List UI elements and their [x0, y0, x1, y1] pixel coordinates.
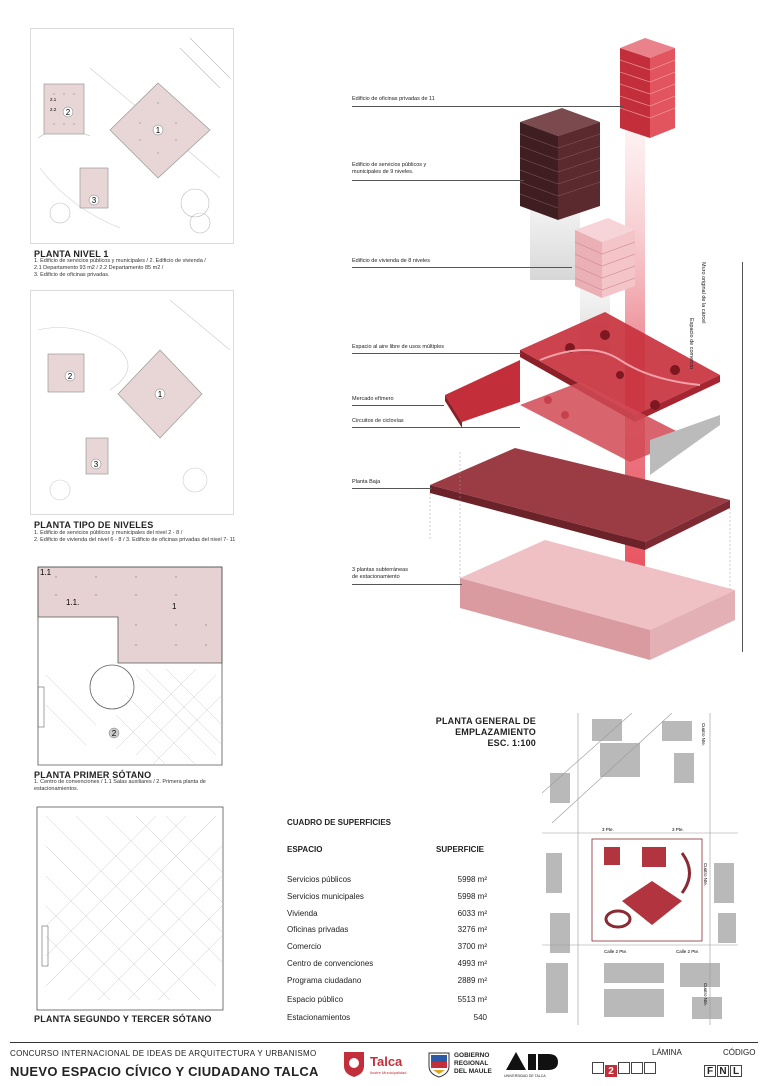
logo-gob-text-2: REGIONAL [454, 1060, 489, 1067]
row-name: Comercio [287, 942, 322, 952]
site-street-5: Calle 2 Pte. [604, 949, 628, 954]
row-name: Espacio público [287, 994, 344, 1004]
logo-talca [342, 1050, 422, 1080]
axo-label-municipales: Edificio de servicios públicos y municipales de 9 niveles. [352, 162, 427, 175]
site-plan-title-1: PLANTA GENERAL DE [435, 716, 536, 726]
plan-primer-sotano [36, 565, 224, 767]
plan-primer-sotano-mark-2: 2 [111, 729, 117, 738]
site-street-1: Cuatro Nte. [701, 723, 706, 747]
table-row [287, 1013, 487, 1030]
table-row [287, 942, 487, 959]
plan-tipo-drawing [30, 290, 234, 515]
amd-logo-icon [504, 1050, 560, 1072]
lamina-boxes [592, 1061, 657, 1079]
plan-tipo-title: PLANTA TIPO DE NIVELES [34, 520, 154, 530]
table-row [287, 995, 487, 1014]
plan-nivel-1 [30, 28, 234, 244]
plan-nivel-1-mark-2-2: 2.2 [50, 107, 57, 112]
codigo-box: N [717, 1065, 729, 1077]
row-name: Programa ciudadano [287, 976, 362, 986]
lamina-box [592, 1062, 604, 1074]
table-row [287, 909, 487, 926]
logo-gob-text-3: DEL MAULE [454, 1068, 492, 1075]
site-street-3: 3 Pte. [672, 827, 684, 832]
row-value: 540 [473, 1013, 487, 1023]
plan-tipo-mark-1: 1 [157, 390, 163, 399]
plan-nivel-1-caption: 1. Edificio de servicios públicos y municipales / 2. Edificio de vivienda / 2.1 Departamento 93 m2 / 2.2 Departamento 85 m2 / 3. Edificio de oficinas privadas. [34, 258, 206, 278]
gobierno-shield-icon [428, 1052, 450, 1078]
logo-universidad [504, 1050, 564, 1080]
plan-segundo-tercer-sotano [36, 806, 224, 1011]
site-street-6: Calle 2 Pte. [676, 949, 700, 954]
plan-nivel-1-mark-1: 1 [155, 126, 161, 135]
row-name: Oficinas privadas [287, 925, 349, 935]
plan-tipo-caption: 1. Edificio de servicios públicos y municipales del nivel 2 - 8 / 2. Edificio de vivienda del nivel 6 - 8 / 3. Edificio de oficinas privadas del nivel 7- 11 [34, 530, 236, 543]
lamina-label: LÁMINA [652, 1048, 682, 1057]
plan-primer-sotano-drawing [36, 565, 224, 767]
lamina-box [644, 1062, 656, 1074]
surface-table-col-surface: SUPERFICIE [436, 845, 485, 854]
plan-primer-sotano-mark-1: 1 [172, 602, 177, 611]
row-value: 6033 m² [457, 908, 487, 918]
axo-vlabel-comercio: Espacio de comercio [688, 318, 694, 370]
axo-label-ciclovias: Circuitos de ciclovías [352, 418, 404, 424]
plan-nivel-1-mark-2-1: 2.1 [50, 97, 57, 102]
logo-gobierno-regional [428, 1050, 498, 1080]
site-street-7: Cuatro Nte. [703, 983, 708, 1007]
codigo-label: CÓDIGO [723, 1048, 756, 1057]
plan-tipo-mark-2: 2 [67, 372, 73, 381]
plan-nivel-1-mark-3: 3 [91, 196, 97, 205]
row-value: 5998 m² [457, 875, 487, 884]
row-name: Servicios municipales [287, 891, 364, 901]
axo-vlabel-muro: Muro original de la cárcel [700, 262, 706, 324]
codigo-box: F [704, 1065, 716, 1077]
logo-gob-text-1: GOBIERNO [454, 1052, 490, 1059]
logo-universidad-text: UNIVERSIDAD DE TALCA [504, 1074, 546, 1078]
codigo-box: L [730, 1065, 742, 1077]
row-value: 2889 m² [457, 976, 487, 986]
footer-title: NUEVO ESPACIO CÍVICO Y CIUDADANO TALCA [10, 1064, 319, 1079]
row-value: 5998 m² [457, 891, 487, 901]
plan-primer-sotano-mark-1-1b: 1.1. [66, 598, 80, 607]
table-row [287, 875, 487, 892]
site-plan-scale: ESC. 1:100 [487, 738, 536, 748]
row-value: 4993 m² [457, 958, 487, 968]
axo-label-planta-baja: Planta Baja [352, 479, 381, 485]
site-street-4: Cuatro Nte. [703, 863, 708, 887]
lamina-box-current: 2 [605, 1065, 617, 1077]
surface-table [287, 875, 487, 1030]
codigo-boxes [704, 1061, 743, 1079]
plan-primer-sotano-caption: 1. Centro de convenciones / 1.1 Salas auxiliares / 2. Primera planta de estacionamientos. [34, 779, 206, 792]
table-row [287, 976, 487, 995]
logo-talca-sub: Ilustre Municipalidad [370, 1070, 407, 1075]
lamina-box [618, 1062, 630, 1074]
talca-shield-icon [342, 1050, 366, 1078]
plan-primer-sotano-mark-1-1a: 1.1 [40, 568, 52, 577]
logo-talca-text: Talca [370, 1054, 403, 1069]
site-plan-title-2: EMPLAZAMIENTO [455, 727, 536, 737]
axo-label-oficinas: Edificio de oficinas privadas de 11 [352, 96, 435, 102]
lamina-box [631, 1062, 643, 1074]
axo-label-mercado: Mercado efímero [352, 396, 394, 402]
table-row [287, 959, 487, 977]
surface-table-title: CUADRO DE SUPERFICIES [287, 818, 392, 827]
row-name: Centro de convenciones [287, 958, 374, 968]
axo-label-espacio-libre: Espacio al aire libre de usos múltiples [352, 344, 445, 350]
axo-label-subterraneas: 3 plantas subterráneas de estacionamiento [352, 567, 408, 580]
axo-label-vivienda: Edificio de vivienda de 8 niveles [352, 258, 430, 264]
plan-nivel-1-title: PLANTA NIVEL 1 [34, 249, 109, 259]
row-value: 3276 m² [457, 925, 487, 935]
plan-nivel-1-drawing [30, 28, 234, 244]
plan-segundo-tercer-sotano-title: PLANTA SEGUNDO Y TERCER SÓTANO [34, 1014, 212, 1024]
plan-nivel-1-mark-2: 2 [65, 108, 71, 117]
row-value: 3700 m² [457, 942, 487, 952]
row-name: Estacionamientos [287, 1013, 351, 1023]
row-name: Servicios públicos [287, 875, 352, 884]
table-row [287, 925, 487, 942]
site-street-2: 3 Pte. [602, 827, 614, 832]
plan-tipo-mark-3: 3 [93, 460, 99, 469]
row-value: 5513 m² [457, 994, 487, 1004]
row-name: Vivienda [287, 908, 318, 918]
table-row [287, 892, 487, 909]
site-plan-drawing [542, 713, 738, 1025]
plan-primer-sotano-title: PLANTA PRIMER SÓTANO [34, 770, 152, 780]
plan-segundo-tercer-sotano-drawing [36, 806, 224, 1011]
surface-table-col-space: ESPACIO [287, 845, 323, 854]
plan-tipo [30, 290, 234, 515]
footer-divider [10, 1042, 758, 1043]
footer-subtitle: CONCURSO INTERNACIONAL DE IDEAS DE ARQUITECTURA Y URBANISMO [10, 1049, 317, 1058]
site-plan [542, 713, 738, 1025]
